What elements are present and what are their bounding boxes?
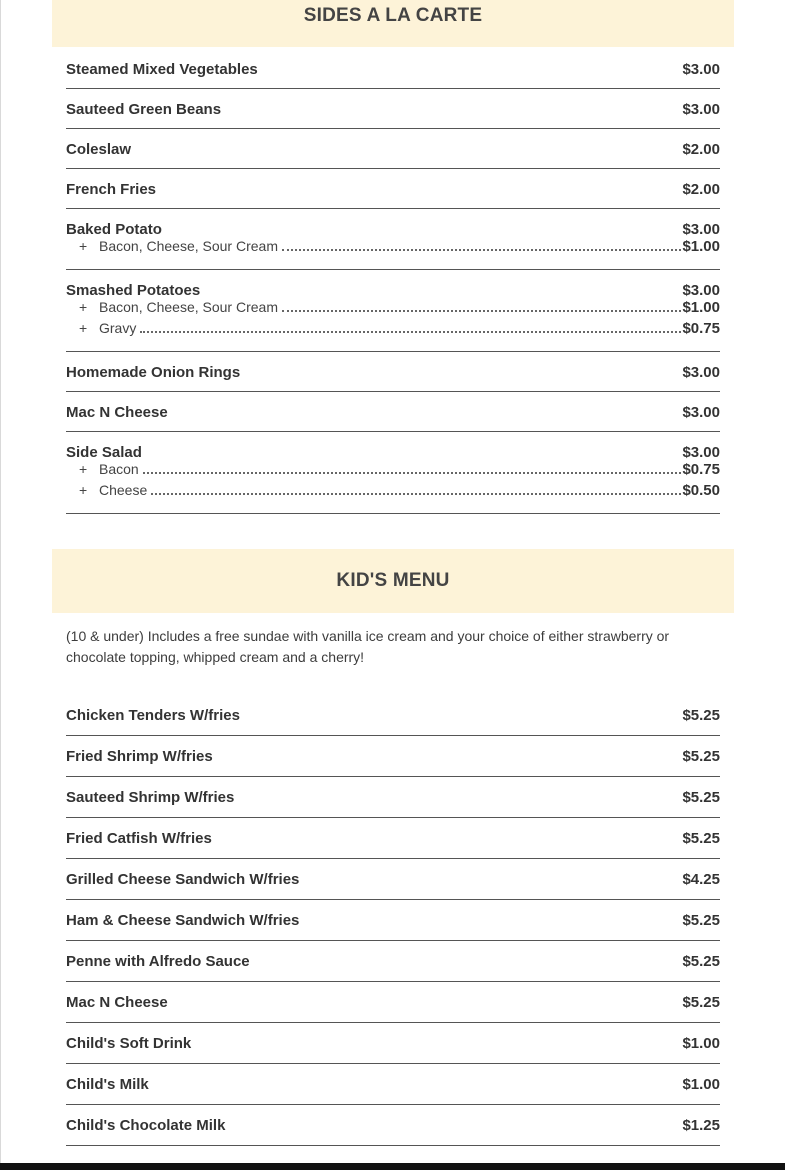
addon-price: $1.00 [682,299,720,316]
menu-item [66,1064,720,1105]
menu-item-name: Ham & Cheese Sandwich W/fries [66,912,300,929]
menu-item-price: $5.25 [682,748,720,765]
menu-item-price: $3.00 [682,101,720,118]
menu-item-price: $2.00 [682,141,720,158]
addon-price: $0.75 [682,461,720,478]
menu-item-name: French Fries [66,181,157,198]
menu-item-price: $5.25 [682,953,720,970]
menu-item-name: Fried Shrimp W/fries [66,748,213,765]
menu-item [66,352,720,392]
menu-item [66,89,720,129]
menu-item-row [66,748,720,765]
menu-item [66,736,720,777]
menu-item-name: Homemade Onion Rings [66,364,241,381]
menu-addon [66,238,720,259]
addon-dot-leader [282,248,681,251]
menu-item [66,1105,720,1146]
menu-item [66,777,720,818]
menu-item [66,818,720,859]
menu-item-row [66,1117,720,1134]
menu-item-name: Penne with Alfredo Sauce [66,953,250,970]
menu-item-row [66,404,720,421]
menu-item [66,209,720,270]
menu-item [66,695,720,736]
menu-item-name: Steamed Mixed Vegetables [66,61,258,78]
menu-item-row [66,61,720,78]
addon-name: Bacon [99,461,139,477]
menu-item-name: Smashed Potatoes [66,282,201,299]
menu-item-row [66,141,720,158]
menu-item-name: Child's Soft Drink [66,1035,192,1052]
menu-item-price: $3.00 [682,364,720,381]
menu-item-price: $2.00 [682,181,720,198]
kids-menu-description: (10 & under) Includes a free sundae with vanilla ice cream and your choice of either strawberry or chocolate topping, whipped cream and a cherry! [66,628,670,665]
menu-item-row [66,830,720,847]
menu-item-row [66,707,720,724]
menu-item-name: Baked Potato [66,221,162,238]
menu-item [66,169,720,209]
menu-item-name: Child's Chocolate Milk [66,1117,226,1134]
menu-item-price: $5.25 [682,789,720,806]
menu-item-row [66,364,720,381]
menu-item [66,129,720,169]
kids-section-title: KID'S MENU [336,570,450,591]
menu-addon [66,320,720,341]
menu-item-name: Side Salad [66,444,142,461]
addon-plus-icon: + [79,299,88,315]
menu-item-name: Sauteed Green Beans [66,101,222,118]
addon-plus-icon: + [79,320,88,336]
sides-list [66,49,720,514]
menu-item-row [66,101,720,118]
addon-dot-leader [143,471,682,474]
menu-item-row [66,1035,720,1052]
menu-item [66,392,720,432]
addon-price: $0.50 [682,482,720,499]
menu-item-row [66,994,720,1011]
addon-name: Bacon, Cheese, Sour Cream [99,299,278,315]
menu-item-price: $3.00 [682,404,720,421]
menu-item [66,900,720,941]
menu-item [66,941,720,982]
menu-item-price: $1.00 [682,1035,720,1052]
addon-plus-icon: + [79,482,88,498]
menu-item-price: $4.25 [682,871,720,888]
menu-item-name: Mac N Cheese [66,404,168,421]
sides-section-header [52,0,734,47]
menu-item-row [66,912,720,929]
menu-item-row [66,444,720,461]
addon-price: $1.00 [682,238,720,255]
sides-section-title: SIDES A LA CARTE [303,4,483,26]
menu-item-name: Child's Milk [66,1076,149,1093]
addon-plus-icon: + [79,238,88,254]
menu-item [66,859,720,900]
menu-addon [66,482,720,503]
page-left-border [0,0,1,1163]
menu-item [66,270,720,352]
menu-item-price: $1.25 [682,1117,720,1134]
kids-list [66,695,720,1146]
menu-item-row [66,871,720,888]
menu-item-row [66,953,720,970]
menu-addon [66,299,720,320]
menu-item-row [66,1076,720,1093]
menu-item [66,982,720,1023]
addon-price: $0.75 [682,320,720,337]
menu-item-name: Grilled Cheese Sandwich W/fries [66,871,300,888]
menu-item-price: $5.25 [682,994,720,1011]
menu-item [66,49,720,89]
menu-item-row [66,181,720,198]
menu-item-price: $3.00 [682,61,720,78]
addon-name: Cheese [99,482,148,498]
menu-item-price: $3.00 [682,444,720,461]
addon-name: Bacon, Cheese, Sour Cream [99,238,278,254]
menu-item-name: Sauteed Shrimp W/fries [66,789,235,806]
page-bottom-bar [0,1163,785,1170]
addon-name: Gravy [99,320,137,336]
kids-section-header [52,549,734,613]
addon-plus-icon: + [79,461,88,477]
menu-item-price: $3.00 [682,221,720,238]
menu-item-name: Coleslaw [66,141,132,158]
addon-dot-leader [282,309,681,312]
menu-item-price: $5.25 [682,912,720,929]
menu-item-row [66,282,720,299]
menu-item-price: $1.00 [682,1076,720,1093]
menu-item-price: $5.25 [682,707,720,724]
menu-item-name: Mac N Cheese [66,994,168,1011]
menu-item-name: Chicken Tenders W/fries [66,707,240,724]
menu-item-name: Fried Catfish W/fries [66,830,212,847]
menu-item-row [66,221,720,238]
menu-item [66,1023,720,1064]
addon-dot-leader [151,492,681,495]
menu-item-price: $3.00 [682,282,720,299]
menu-item-row [66,789,720,806]
menu-item [66,432,720,514]
menu-addon [66,461,720,482]
addon-dot-leader [140,330,681,333]
menu-item-price: $5.25 [682,830,720,847]
